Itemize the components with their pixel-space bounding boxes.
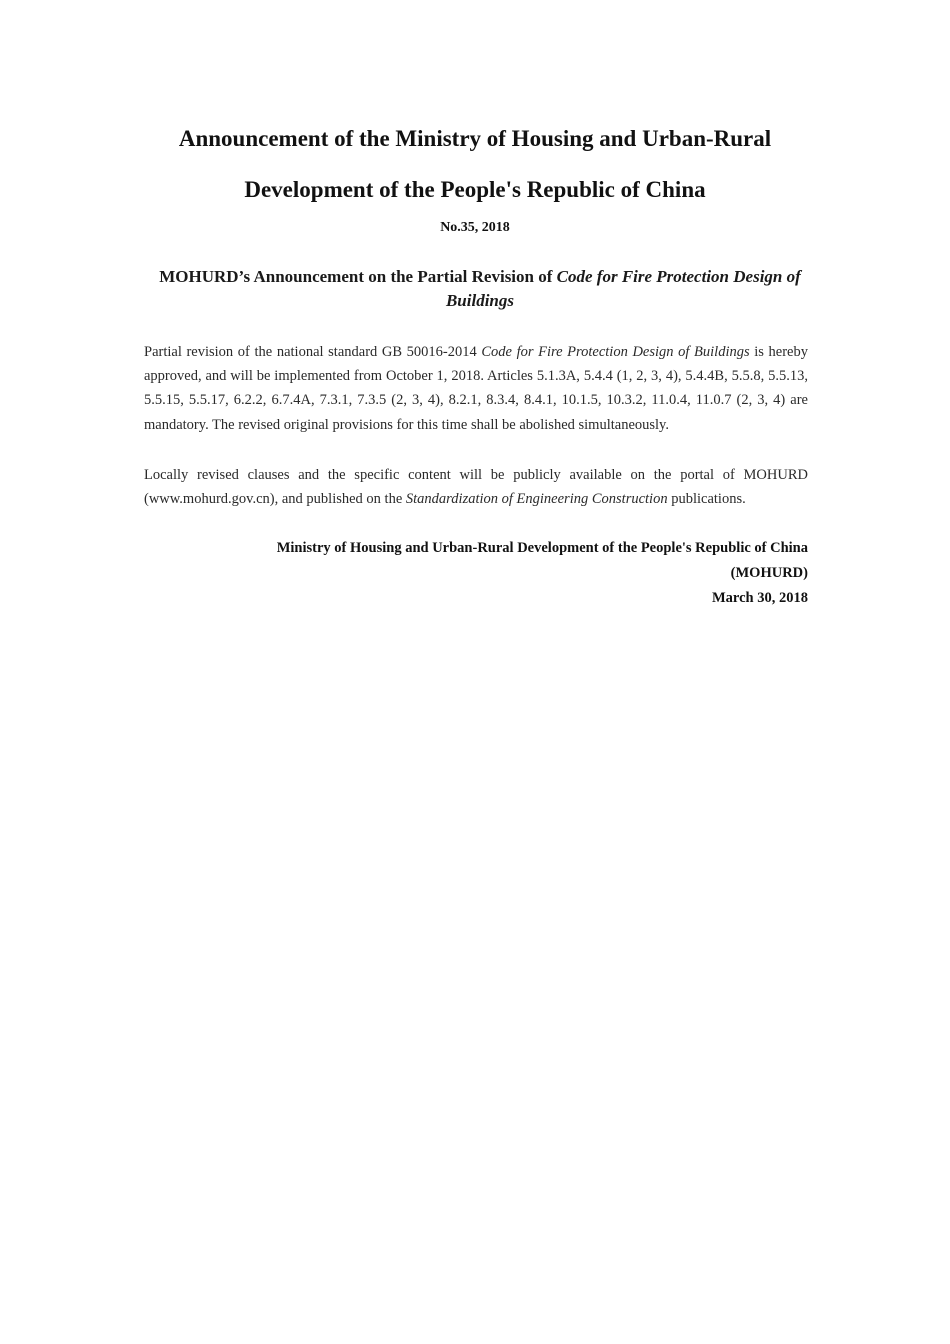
signature-date: March 30, 2018 [712, 590, 808, 606]
paragraph-2-publication: Standardization of Engineering Construction [405, 491, 668, 508]
body-paragraph-1 [144, 340, 808, 437]
signature-abbreviation: (MOHURD) [730, 565, 808, 581]
paragraph-2-rest: publications. [667, 491, 746, 508]
signature-organization: Ministry of Housing and Urban-Rural Development of the People's Republic of China [276, 540, 808, 556]
announcement-title-line-2: Development of the People's Republic of China [244, 177, 706, 202]
body-paragraph-2 [144, 463, 808, 511]
paragraph-1-code-title: Code for Fire Protection Design of Buildings [481, 344, 750, 360]
announcement-title-line-1: Announcement of the Ministry of Housing and Urban-Rural [178, 126, 772, 151]
announcement-subtitle [150, 265, 810, 313]
paragraph-1-intro: Partial revision of the national standard GB 50016-2014 [144, 344, 482, 360]
paragraph-1-rest: is hereby approved, and will be implemented from October 1, 2018. Articles 5.1.3A, 5.4.4 (1, 2, 3, 4), 5.4.4B, 5.5.8, 5.5.13, 5.5.15, 5.5.17, 6.2.2, 6.7.4A, 7.3.1, 7.3.5 (2, 3, 4), 8.2.1, 8.3.4, 8.4.1, 10.1.5, 10.3.2, 11.0.4, 11.0.7 (2, 3, 4) are mandatory. The revised original provisions for this time shall be abolished simultaneously. [144, 344, 808, 433]
subtitle-code-title: Code for Fire Protection Design of Buildings [445, 267, 801, 310]
subtitle-prefix: MOHURD’s Announcement on the Partial Revision of [159, 267, 557, 286]
announcement-number: No.35, 2018 [440, 220, 510, 235]
paragraph-2-intro: Locally revised clauses and the specific content will be publicly available on the portal of MOHURD (www.mohurd.gov.cn), and published on the [144, 467, 808, 508]
